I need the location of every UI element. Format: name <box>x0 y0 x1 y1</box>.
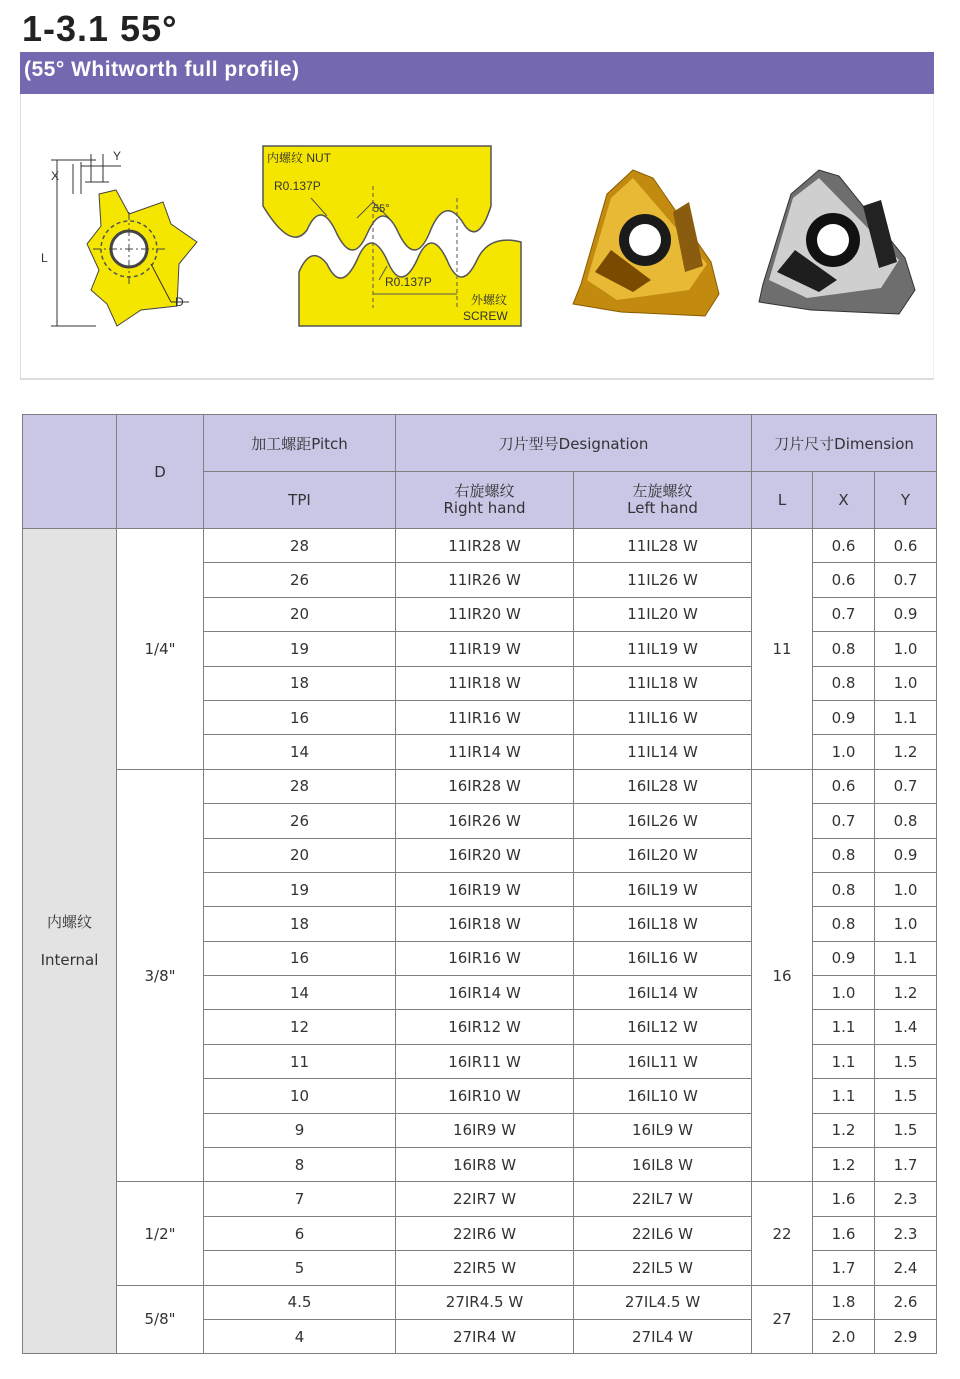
y-dim-cell: 0.9 <box>875 597 937 631</box>
right-hand-cell: 16IR9 W <box>396 1113 574 1147</box>
page-title: 1-3.1 55° <box>22 8 178 49</box>
r-top-label: R0.137P <box>274 179 321 193</box>
x-dim-cell: 0.7 <box>813 804 875 838</box>
y-dim-cell: 1.0 <box>875 907 937 941</box>
x-dim-cell: 0.7 <box>813 597 875 631</box>
y-dim-cell: 1.0 <box>875 666 937 700</box>
right-hand-cell: 16IR28 W <box>396 769 574 803</box>
header-left-cn: 左旋螺纹 <box>632 482 693 500</box>
tpi-cell: 19 <box>204 632 396 666</box>
right-hand-cell: 16IR12 W <box>396 1010 574 1044</box>
right-hand-cell: 16IR26 W <box>396 804 574 838</box>
x-dim-cell: 0.8 <box>813 666 875 700</box>
right-hand-cell: 11IR16 W <box>396 700 574 734</box>
left-hand-cell: 16IL28 W <box>574 769 752 803</box>
left-hand-cell: 16IL26 W <box>574 804 752 838</box>
x-dim-cell: 1.2 <box>813 1148 875 1182</box>
y-dim-cell: 1.1 <box>875 941 937 975</box>
left-hand-cell: 16IL12 W <box>574 1010 752 1044</box>
x-dim-cell: 1.1 <box>813 1010 875 1044</box>
x-dim-cell: 1.0 <box>813 976 875 1010</box>
y-dim-cell: 1.4 <box>875 1010 937 1044</box>
screw-en-label: SCREW <box>463 309 508 323</box>
tpi-cell: 4.5 <box>204 1285 396 1319</box>
left-hand-cell: 22IL7 W <box>574 1182 752 1216</box>
internal-cn-label: 内螺纹 <box>46 913 92 932</box>
left-hand-cell: 16IL11 W <box>574 1044 752 1078</box>
insert-spec-table <box>22 414 937 1354</box>
left-hand-cell: 16IL9 W <box>574 1113 752 1147</box>
tpi-cell: 16 <box>204 700 396 734</box>
y-dim-cell: 1.1 <box>875 700 937 734</box>
x-dim-cell: 1.6 <box>813 1216 875 1250</box>
y-dim-cell: 2.4 <box>875 1251 937 1285</box>
y-dim-cell: 1.5 <box>875 1044 937 1078</box>
table-row <box>23 529 937 563</box>
x-dim-cell: 0.8 <box>813 838 875 872</box>
left-hand-cell: 16IL14 W <box>574 976 752 1010</box>
right-hand-cell: 16IR10 W <box>396 1079 574 1113</box>
header-x: X <box>813 472 875 529</box>
x-dim-cell: 1.0 <box>813 735 875 769</box>
tpi-cell: 12 <box>204 1010 396 1044</box>
header-l: L <box>752 472 813 529</box>
y-dim-cell: 0.6 <box>875 529 937 563</box>
angle-label: 55° <box>373 203 390 215</box>
header-d: D <box>117 415 204 529</box>
d-size-cell: 5/8" <box>117 1285 204 1354</box>
screw-cn-label: 外螺纹 <box>471 293 508 307</box>
header-left-hand <box>574 472 752 529</box>
right-hand-cell: 22IR7 W <box>396 1182 574 1216</box>
d-size-cell: 1/4" <box>117 529 204 770</box>
x-dim-label: X <box>51 169 60 183</box>
table-row <box>23 769 937 803</box>
header-pitch: 加工螺距Pitch <box>204 415 396 472</box>
tpi-cell: 14 <box>204 735 396 769</box>
tpi-cell: 20 <box>204 597 396 631</box>
x-dim-cell: 1.8 <box>813 1285 875 1319</box>
x-dim-cell: 0.8 <box>813 872 875 906</box>
tpi-cell: 18 <box>204 666 396 700</box>
header-right-cn: 右旋螺纹 <box>454 482 515 500</box>
right-hand-cell: 16IR11 W <box>396 1044 574 1078</box>
right-hand-cell: 11IR20 W <box>396 597 574 631</box>
tpi-cell: 8 <box>204 1148 396 1182</box>
y-dim-cell: 1.5 <box>875 1079 937 1113</box>
x-dim-cell: 0.6 <box>813 529 875 563</box>
right-hand-cell: 16IR14 W <box>396 976 574 1010</box>
y-dim-cell: 2.9 <box>875 1319 937 1353</box>
tpi-cell: 18 <box>204 907 396 941</box>
y-dim-cell: 1.2 <box>875 976 937 1010</box>
tpi-cell: 11 <box>204 1044 396 1078</box>
x-dim-cell: 0.9 <box>813 700 875 734</box>
left-hand-cell: 11IL28 W <box>574 529 752 563</box>
y-dim-cell: 1.2 <box>875 735 937 769</box>
tpi-cell: 16 <box>204 941 396 975</box>
x-dim-cell: 1.6 <box>813 1182 875 1216</box>
y-dim-cell: 2.3 <box>875 1182 937 1216</box>
profile-header-bar <box>20 52 934 94</box>
right-hand-cell: 16IR16 W <box>396 941 574 975</box>
left-hand-cell: 22IL6 W <box>574 1216 752 1250</box>
table-row <box>23 1182 937 1216</box>
left-hand-cell: 22IL5 W <box>574 1251 752 1285</box>
r-bottom-label: R0.137P <box>385 275 432 289</box>
right-hand-cell: 11IR14 W <box>396 735 574 769</box>
x-dim-cell: 0.6 <box>813 563 875 597</box>
left-hand-cell: 16IL19 W <box>574 872 752 906</box>
tpi-cell: 4 <box>204 1319 396 1353</box>
d-dim-label: D <box>175 295 184 309</box>
left-hand-cell: 16IL20 W <box>574 838 752 872</box>
internal-en-label: Internal <box>40 951 99 970</box>
header-left-en: Left hand <box>627 499 698 517</box>
x-dim-cell: 0.6 <box>813 769 875 803</box>
l-dim-label: L <box>41 251 48 265</box>
left-hand-cell: 27IL4 W <box>574 1319 752 1353</box>
x-dim-cell: 2.0 <box>813 1319 875 1353</box>
l-dim-cell: 27 <box>752 1285 813 1354</box>
right-hand-cell: 16IR8 W <box>396 1148 574 1182</box>
y-dim-cell: 1.7 <box>875 1148 937 1182</box>
insert-dimension-drawing <box>41 149 197 326</box>
y-dim-cell: 0.7 <box>875 769 937 803</box>
left-hand-cell: 11IL16 W <box>574 700 752 734</box>
left-hand-cell: 16IL16 W <box>574 941 752 975</box>
l-dim-cell: 16 <box>752 769 813 1182</box>
left-hand-cell: 16IL10 W <box>574 1079 752 1113</box>
l-dim-cell: 22 <box>752 1182 813 1285</box>
tpi-cell: 26 <box>204 563 396 597</box>
left-hand-cell: 16IL8 W <box>574 1148 752 1182</box>
right-hand-cell: 16IR19 W <box>396 872 574 906</box>
tpi-cell: 9 <box>204 1113 396 1147</box>
silver-insert-image <box>759 170 915 314</box>
right-hand-cell: 22IR6 W <box>396 1216 574 1250</box>
nut-label: 内螺纹 NUT <box>267 151 331 165</box>
profile-label: (55° Whitworth full profile) <box>24 58 300 81</box>
y-dim-cell: 2.3 <box>875 1216 937 1250</box>
header-right-hand <box>396 472 574 529</box>
right-hand-cell: 11IR28 W <box>396 529 574 563</box>
tpi-cell: 19 <box>204 872 396 906</box>
left-hand-cell: 11IL14 W <box>574 735 752 769</box>
right-hand-cell: 11IR18 W <box>396 666 574 700</box>
x-dim-cell: 1.1 <box>813 1044 875 1078</box>
right-hand-cell: 16IR20 W <box>396 838 574 872</box>
header-designation: 刀片型号Designation <box>396 415 752 472</box>
tpi-cell: 5 <box>204 1251 396 1285</box>
d-size-cell: 1/2" <box>117 1182 204 1285</box>
right-hand-cell: 11IR26 W <box>396 563 574 597</box>
right-hand-cell: 27IR4.5 W <box>396 1285 574 1319</box>
right-hand-cell: 11IR19 W <box>396 632 574 666</box>
figure-panel <box>20 94 934 380</box>
x-dim-cell: 1.2 <box>813 1113 875 1147</box>
gold-insert-image <box>573 170 719 316</box>
header-dimension: 刀片尺寸Dimension <box>752 415 937 472</box>
x-dim-cell: 1.7 <box>813 1251 875 1285</box>
l-dim-cell: 11 <box>752 529 813 770</box>
header-blank <box>23 415 117 529</box>
tpi-cell: 14 <box>204 976 396 1010</box>
tpi-cell: 20 <box>204 838 396 872</box>
left-hand-cell: 11IL26 W <box>574 563 752 597</box>
d-size-cell: 3/8" <box>117 769 204 1182</box>
tpi-cell: 6 <box>204 1216 396 1250</box>
y-dim-cell: 0.9 <box>875 838 937 872</box>
right-hand-cell: 27IR4 W <box>396 1319 574 1353</box>
left-hand-cell: 11IL18 W <box>574 666 752 700</box>
right-hand-cell: 22IR5 W <box>396 1251 574 1285</box>
y-dim-cell: 1.0 <box>875 632 937 666</box>
header-right-en: Right hand <box>443 499 526 517</box>
right-hand-cell: 16IR18 W <box>396 907 574 941</box>
header-y: Y <box>875 472 937 529</box>
tpi-cell: 28 <box>204 529 396 563</box>
y-dim-cell: 1.0 <box>875 872 937 906</box>
tpi-cell: 26 <box>204 804 396 838</box>
y-dim-cell: 0.7 <box>875 563 937 597</box>
insert-diagrams <box>21 94 935 380</box>
left-hand-cell: 11IL20 W <box>574 597 752 631</box>
tpi-cell: 7 <box>204 1182 396 1216</box>
tpi-cell: 10 <box>204 1079 396 1113</box>
y-dim-label: Y <box>113 149 122 163</box>
tpi-cell: 28 <box>204 769 396 803</box>
internal-thread-cell <box>23 529 117 1354</box>
y-dim-cell: 1.5 <box>875 1113 937 1147</box>
y-dim-cell: 0.8 <box>875 804 937 838</box>
x-dim-cell: 0.8 <box>813 907 875 941</box>
left-hand-cell: 11IL19 W <box>574 632 752 666</box>
left-hand-cell: 16IL18 W <box>574 907 752 941</box>
table-row <box>23 1285 937 1319</box>
y-dim-cell: 2.6 <box>875 1285 937 1319</box>
table-body <box>23 529 937 1354</box>
x-dim-cell: 1.1 <box>813 1079 875 1113</box>
left-hand-cell: 27IL4.5 W <box>574 1285 752 1319</box>
header-tpi: TPI <box>204 472 396 529</box>
thread-profile-drawing <box>263 146 521 326</box>
x-dim-cell: 0.9 <box>813 941 875 975</box>
x-dim-cell: 0.8 <box>813 632 875 666</box>
